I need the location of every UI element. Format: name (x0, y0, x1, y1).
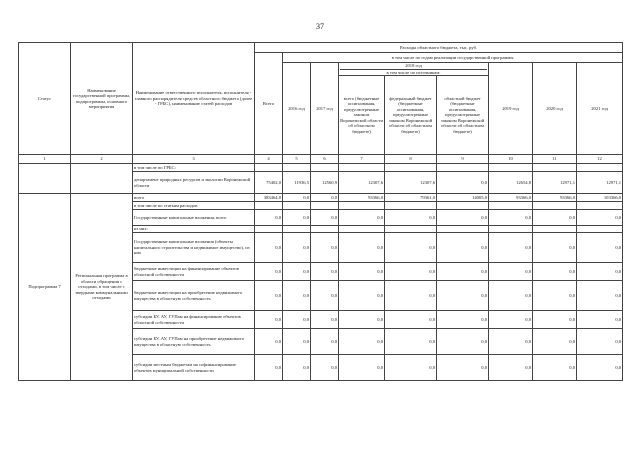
column-index-cell: 3 (133, 155, 255, 164)
value-cell: 0,0 (255, 210, 283, 226)
value-cell (311, 226, 339, 233)
value-cell: 12307,6 (339, 172, 385, 194)
value-cell: 14005,0 (437, 194, 489, 202)
header-col8: федеральный бюджет (бюджетные ассигнования, предусмотренные законом Воронежской области об областном бюджете) (385, 76, 437, 155)
column-index-cell: 10 (489, 155, 533, 164)
value-cell: 11936,5 (283, 172, 311, 194)
value-cell: 0,0 (533, 355, 577, 381)
empty-cell (71, 164, 133, 194)
value-cell: 0,0 (311, 329, 339, 355)
header-2018-label: 2018 год (405, 63, 422, 68)
column-index-cell: 11 (533, 155, 577, 164)
value-cell: 0,0 (577, 263, 623, 281)
value-cell (533, 226, 577, 233)
value-cell (339, 202, 385, 210)
value-cell: 0,0 (489, 263, 533, 281)
value-cell: 0,0 (311, 355, 339, 381)
value-cell (533, 202, 577, 210)
value-cell (577, 226, 623, 233)
value-cell: 93366,0 (339, 194, 385, 202)
subprogram-name: Региональная программа в области обращения с отходами, в том числе с твердыми коммунальными отходами (71, 194, 133, 381)
value-cell (339, 226, 385, 233)
value-cell: 0,0 (283, 233, 311, 263)
value-cell: 12971,1 (533, 172, 577, 194)
row-label: субсидии БУ, АУ, ГУПам на приобретение недвижимого имущества в областную собственность (133, 329, 255, 355)
budget-table (18, 42, 623, 381)
row-label: из них: (133, 226, 255, 233)
value-cell (283, 226, 311, 233)
value-cell: 0,0 (577, 281, 623, 311)
grbs-label-row (19, 164, 623, 172)
value-cell: 0,0 (339, 329, 385, 355)
value-cell: 0,0 (283, 311, 311, 329)
header-2020: 2020 год (533, 63, 577, 155)
header-2016: 2016 год (283, 63, 311, 155)
value-cell: 0,0 (533, 281, 577, 311)
value-cell (437, 202, 489, 210)
value-cell: 0,0 (385, 263, 437, 281)
header-2019: 2019 год (489, 63, 533, 155)
value-cell: 0,0 (283, 194, 311, 202)
value-cell: 0,0 (385, 311, 437, 329)
header-total: Всего (255, 53, 283, 155)
value-cell: 12654,8 (489, 172, 533, 194)
grbs-label: в том числе по ГРБС: (133, 164, 255, 172)
column-index-cell: 9 (437, 155, 489, 164)
value-cell: 0,0 (533, 311, 577, 329)
table-row (19, 194, 623, 202)
column-index-cell: 1 (19, 155, 71, 164)
value-cell (437, 226, 489, 233)
value-cell (385, 226, 437, 233)
value-cell: 0,0 (577, 311, 623, 329)
value-cell: 0,0 (339, 311, 385, 329)
value-cell: 0,0 (437, 233, 489, 263)
value-cell: 0,0 (385, 210, 437, 226)
value-cell: 93366,0 (489, 194, 533, 202)
value-cell: 79361,0 (385, 194, 437, 202)
value-cell: 0,0 (533, 233, 577, 263)
column-index-cell: 6 (311, 155, 339, 164)
value-cell: 103366,0 (577, 194, 623, 202)
value-cell: 0,0 (489, 355, 533, 381)
value-cell: 0,0 (437, 355, 489, 381)
value-cell: 0,0 (339, 281, 385, 311)
value-cell: 0,0 (311, 281, 339, 311)
value-cell (311, 202, 339, 210)
value-cell: 0,0 (311, 311, 339, 329)
value-cell (385, 202, 437, 210)
value-cell: 0,0 (489, 311, 533, 329)
value-cell (577, 202, 623, 210)
value-cell: 0,0 (533, 263, 577, 281)
value-cell (255, 226, 283, 233)
row-label: субсидии местным бюджетам на софинансирование объектов муниципальной собственности (133, 355, 255, 381)
column-index-row (19, 155, 623, 164)
value-cell: 0,0 (283, 263, 311, 281)
header-program-name: Наименование государственной программы, подпрограммы, основного мероприятия (71, 43, 133, 155)
column-index-cell: 2 (71, 155, 133, 164)
value-cell (255, 202, 283, 210)
header-expenses: Расходы областного бюджета, тыс. руб. (255, 43, 623, 53)
value-cell: 0,0 (283, 329, 311, 355)
subprogram-body (19, 194, 623, 381)
value-cell: 0,0 (385, 281, 437, 311)
value-cell: 0,0 (339, 355, 385, 381)
value-cell: 0,0 (489, 210, 533, 226)
value-cell: 0,0 (311, 210, 339, 226)
header-2018 (339, 63, 489, 76)
header-by-years: в том числе по годам реализации государственной программы (283, 53, 623, 63)
value-cell: 0,0 (339, 263, 385, 281)
value-cell: 0,0 (255, 329, 283, 355)
value-cell (489, 202, 533, 210)
header-including-sources: в том числе по источникам: (340, 69, 487, 76)
value-cell: 383464,0 (255, 194, 283, 202)
page-number: 37 (316, 22, 324, 31)
column-index-cell: 7 (339, 155, 385, 164)
column-index-cell: 12 (577, 155, 623, 164)
value-cell: 0,0 (437, 329, 489, 355)
value-cell: 0,0 (533, 329, 577, 355)
value-cell (283, 202, 311, 210)
row-label: субсидии БУ, АУ, ГУПам на финансирование объектов областной собственности (133, 311, 255, 329)
value-cell: 0,0 (255, 233, 283, 263)
value-cell: 0,0 (533, 210, 577, 226)
column-index-cell: 8 (385, 155, 437, 164)
row-label: всего (133, 194, 255, 202)
header-2017: 2017 год (311, 63, 339, 155)
value-cell: 0,0 (437, 172, 489, 194)
value-cell: 75402,0 (255, 172, 283, 194)
grbs-dept: департамент природных ресурсов и экологии Воронежской области (133, 172, 255, 194)
column-index-cell: 5 (283, 155, 311, 164)
header-col9: областной бюджет (бюджетные ассигнования, предусмотренные законом Воронежской области об областном бюджете) (437, 76, 489, 155)
header-executor: Наименование ответственного исполнителя, исполнителя - главного распорядителя средств областного бюджета (далее - ГРБС), наименование статей расходов (133, 43, 255, 155)
row-label: Государственные капитальные вложения, всего (133, 210, 255, 226)
value-cell: 12560,9 (311, 172, 339, 194)
value-cell: 0,0 (437, 210, 489, 226)
value-cell: 0,0 (577, 355, 623, 381)
value-cell: 0,0 (339, 210, 385, 226)
value-cell: 0,0 (311, 263, 339, 281)
value-cell: 0,0 (255, 281, 283, 311)
value-cell (489, 226, 533, 233)
value-cell: 0,0 (283, 210, 311, 226)
value-cell: 0,0 (437, 263, 489, 281)
value-cell: 12971,1 (577, 172, 623, 194)
header-col7: всего (бюджетные ассигнования, предусмотренные законом Воронежской области об областном бюджете) (339, 76, 385, 155)
subprogram-status: Подпрограмма 7 (19, 194, 71, 381)
row-label: в том числе по статьям расходов (133, 202, 255, 210)
value-cell: 93366,0 (533, 194, 577, 202)
value-cell: 0,0 (577, 329, 623, 355)
header-2021: 2021 год (577, 63, 623, 155)
column-index-cell: 4 (255, 155, 283, 164)
value-cell: 0,0 (339, 233, 385, 263)
value-cell: 0,0 (255, 355, 283, 381)
value-cell: 0,0 (577, 210, 623, 226)
value-cell: 0,0 (283, 281, 311, 311)
value-cell: 0,0 (385, 233, 437, 263)
row-label: Государственные капитальные вложения (объекты капитального строительства и недвижимое имущество), из них (133, 233, 255, 263)
value-cell: 0,0 (255, 263, 283, 281)
value-cell: 0,0 (255, 311, 283, 329)
value-cell: 0,0 (283, 355, 311, 381)
row-label: бюджетные инвестиции на приобретение недвижимого имущества в областную собственность (133, 281, 255, 311)
value-cell: 0,0 (577, 233, 623, 263)
empty-cell (19, 164, 71, 194)
value-cell: 0,0 (489, 233, 533, 263)
value-cell: 0,0 (311, 194, 339, 202)
value-cell: 0,0 (489, 281, 533, 311)
value-cell: 0,0 (385, 355, 437, 381)
value-cell: 0,0 (385, 329, 437, 355)
value-cell: 0,0 (437, 281, 489, 311)
value-cell: 0,0 (489, 329, 533, 355)
value-cell: 0,0 (311, 233, 339, 263)
value-cell: 0,0 (437, 311, 489, 329)
header-status: Статус (19, 43, 71, 155)
value-cell: 12307,6 (385, 172, 437, 194)
row-label: бюджетные инвестиции на финансирование объектов областной собственности (133, 263, 255, 281)
